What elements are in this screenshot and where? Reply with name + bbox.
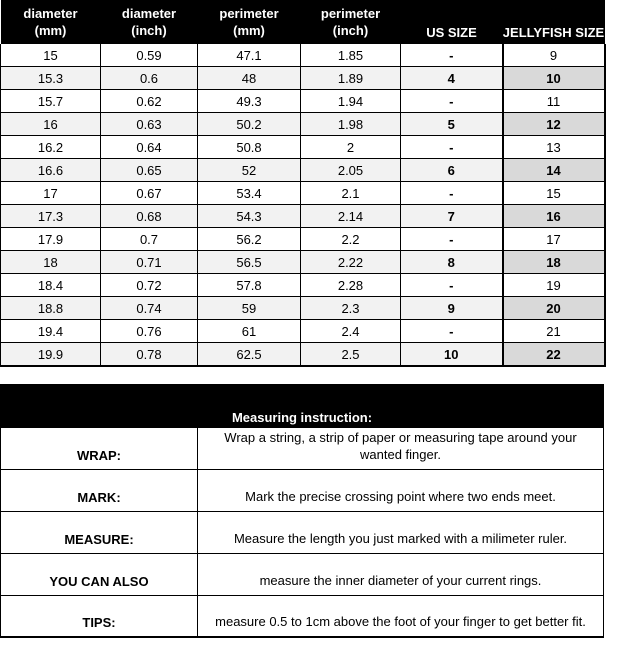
diameter-inch-cell: 0.65 <box>101 159 198 182</box>
instructions-header <box>0 384 604 428</box>
table-row <box>1 320 605 343</box>
diameter-inch-cell: 0.76 <box>101 320 198 343</box>
table-row <box>1 228 605 251</box>
perimeter-inch-cell: 2.05 <box>301 159 401 182</box>
table-row <box>1 90 605 113</box>
diameter-mm-cell: 17.3 <box>1 205 101 228</box>
perimeter-inch-cell: 2.28 <box>301 274 401 297</box>
perimeter-inch-cell: 2.14 <box>301 205 401 228</box>
measuring-instructions <box>0 384 604 638</box>
table-row <box>1 67 605 90</box>
us-size-cell: 4 <box>401 67 503 90</box>
instruction-text: measure 0.5 to 1cm above the foot of your finger to get better fit. <box>198 596 604 636</box>
diameter-mm-cell: 17.9 <box>1 228 101 251</box>
us-size-cell: - <box>401 136 503 159</box>
perimeter-mm-cell: 48 <box>198 67 301 90</box>
perimeter-mm-cell: 54.3 <box>198 205 301 228</box>
perimeter-inch-cell: 2.3 <box>301 297 401 320</box>
size-table-header <box>1 0 605 44</box>
header-perimeter-inch: perimeter (inch) <box>301 0 401 44</box>
perimeter-mm-cell: 50.8 <box>198 136 301 159</box>
us-size-cell: 9 <box>401 297 503 320</box>
us-size-cell: - <box>401 228 503 251</box>
diameter-mm-cell: 19.9 <box>1 343 101 367</box>
instruction-text: Mark the precise crossing point where two ends meet. <box>198 470 604 511</box>
jellyfish-size-cell: 10 <box>503 67 605 90</box>
perimeter-mm-cell: 59 <box>198 297 301 320</box>
perimeter-inch-cell: 2 <box>301 136 401 159</box>
table-row <box>1 251 605 274</box>
perimeter-mm-cell: 47.1 <box>198 44 301 67</box>
header-perimeter-mm: perimeter (mm) <box>198 0 301 44</box>
instructions-title: Measuring instruction: <box>231 410 373 425</box>
instruction-label: TIPS: <box>0 596 198 636</box>
diameter-inch-cell: 0.6 <box>101 67 198 90</box>
us-size-cell: - <box>401 44 503 67</box>
us-size-cell: - <box>401 320 503 343</box>
perimeter-mm-cell: 62.5 <box>198 343 301 367</box>
diameter-mm-cell: 18.8 <box>1 297 101 320</box>
perimeter-inch-cell: 1.85 <box>301 44 401 67</box>
diameter-inch-cell: 0.72 <box>101 274 198 297</box>
diameter-mm-cell: 18 <box>1 251 101 274</box>
header-diameter-inch: diameter (inch) <box>101 0 198 44</box>
diameter-inch-cell: 0.67 <box>101 182 198 205</box>
perimeter-mm-cell: 53.4 <box>198 182 301 205</box>
table-row <box>1 44 605 67</box>
jellyfish-size-cell: 13 <box>503 136 605 159</box>
jellyfish-size-cell: 21 <box>503 320 605 343</box>
table-row <box>1 297 605 320</box>
perimeter-mm-cell: 61 <box>198 320 301 343</box>
perimeter-inch-cell: 1.98 <box>301 113 401 136</box>
instruction-row <box>0 512 604 554</box>
us-size-cell: - <box>401 182 503 205</box>
table-row <box>1 343 605 367</box>
diameter-inch-cell: 0.62 <box>101 90 198 113</box>
instruction-label: MEASURE: <box>0 512 198 553</box>
perimeter-inch-cell: 2.1 <box>301 182 401 205</box>
diameter-mm-cell: 16.2 <box>1 136 101 159</box>
perimeter-mm-cell: 49.3 <box>198 90 301 113</box>
us-size-cell: 7 <box>401 205 503 228</box>
diameter-mm-cell: 19.4 <box>1 320 101 343</box>
diameter-inch-cell: 0.64 <box>101 136 198 159</box>
jellyfish-size-cell: 22 <box>503 343 605 367</box>
table-row <box>1 274 605 297</box>
perimeter-mm-cell: 57.8 <box>198 274 301 297</box>
instruction-label: MARK: <box>0 470 198 511</box>
diameter-mm-cell: 15.7 <box>1 90 101 113</box>
diameter-mm-cell: 15 <box>1 44 101 67</box>
diameter-inch-cell: 0.63 <box>101 113 198 136</box>
us-size-cell: 10 <box>401 343 503 367</box>
diameter-inch-cell: 0.68 <box>101 205 198 228</box>
diameter-mm-cell: 16.6 <box>1 159 101 182</box>
instruction-text: Wrap a string, a strip of paper or measuring tape around your wanted finger. <box>198 428 604 469</box>
perimeter-inch-cell: 2.2 <box>301 228 401 251</box>
diameter-mm-cell: 16 <box>1 113 101 136</box>
diameter-inch-cell: 0.71 <box>101 251 198 274</box>
diameter-mm-cell: 15.3 <box>1 67 101 90</box>
diameter-inch-cell: 0.7 <box>101 228 198 251</box>
jellyfish-size-cell: 14 <box>503 159 605 182</box>
table-row <box>1 182 605 205</box>
jellyfish-size-cell: 12 <box>503 113 605 136</box>
diameter-inch-cell: 0.74 <box>101 297 198 320</box>
us-size-cell: 5 <box>401 113 503 136</box>
jellyfish-size-cell: 9 <box>503 44 605 67</box>
instruction-label: WRAP: <box>0 428 198 469</box>
perimeter-mm-cell: 52 <box>198 159 301 182</box>
us-size-cell: 6 <box>401 159 503 182</box>
header-us-size: US SIZE <box>401 0 503 44</box>
jellyfish-size-cell: 18 <box>503 251 605 274</box>
perimeter-inch-cell: 2.4 <box>301 320 401 343</box>
perimeter-mm-cell: 56.2 <box>198 228 301 251</box>
instruction-row <box>0 554 604 596</box>
instruction-row <box>0 596 604 638</box>
us-size-cell: - <box>401 90 503 113</box>
diameter-inch-cell: 0.59 <box>101 44 198 67</box>
instructions-list <box>0 428 604 638</box>
instruction-text: measure the inner diameter of your current rings. <box>198 554 604 595</box>
header-diameter-mm: diameter (mm) <box>1 0 101 44</box>
perimeter-mm-cell: 56.5 <box>198 251 301 274</box>
jellyfish-size-cell: 11 <box>503 90 605 113</box>
diameter-mm-cell: 17 <box>1 182 101 205</box>
instruction-text: Measure the length you just marked with a milimeter ruler. <box>198 512 604 553</box>
perimeter-inch-cell: 2.22 <box>301 251 401 274</box>
table-row <box>1 159 605 182</box>
perimeter-mm-cell: 50.2 <box>198 113 301 136</box>
table-row <box>1 136 605 159</box>
jellyfish-size-cell: 19 <box>503 274 605 297</box>
table-row <box>1 113 605 136</box>
jellyfish-size-cell: 16 <box>503 205 605 228</box>
header-jellyfish-size: JELLYFISH SIZE <box>503 0 605 44</box>
instruction-row <box>0 470 604 512</box>
instruction-label: YOU CAN ALSO <box>0 554 198 595</box>
diameter-mm-cell: 18.4 <box>1 274 101 297</box>
table-row <box>1 205 605 228</box>
instruction-row <box>0 428 604 470</box>
jellyfish-size-cell: 15 <box>503 182 605 205</box>
size-table-body <box>1 44 605 366</box>
us-size-cell: 8 <box>401 251 503 274</box>
perimeter-inch-cell: 1.89 <box>301 67 401 90</box>
jellyfish-size-cell: 17 <box>503 228 605 251</box>
diameter-inch-cell: 0.78 <box>101 343 198 367</box>
perimeter-inch-cell: 1.94 <box>301 90 401 113</box>
us-size-cell: - <box>401 274 503 297</box>
jellyfish-size-cell: 20 <box>503 297 605 320</box>
perimeter-inch-cell: 2.5 <box>301 343 401 367</box>
